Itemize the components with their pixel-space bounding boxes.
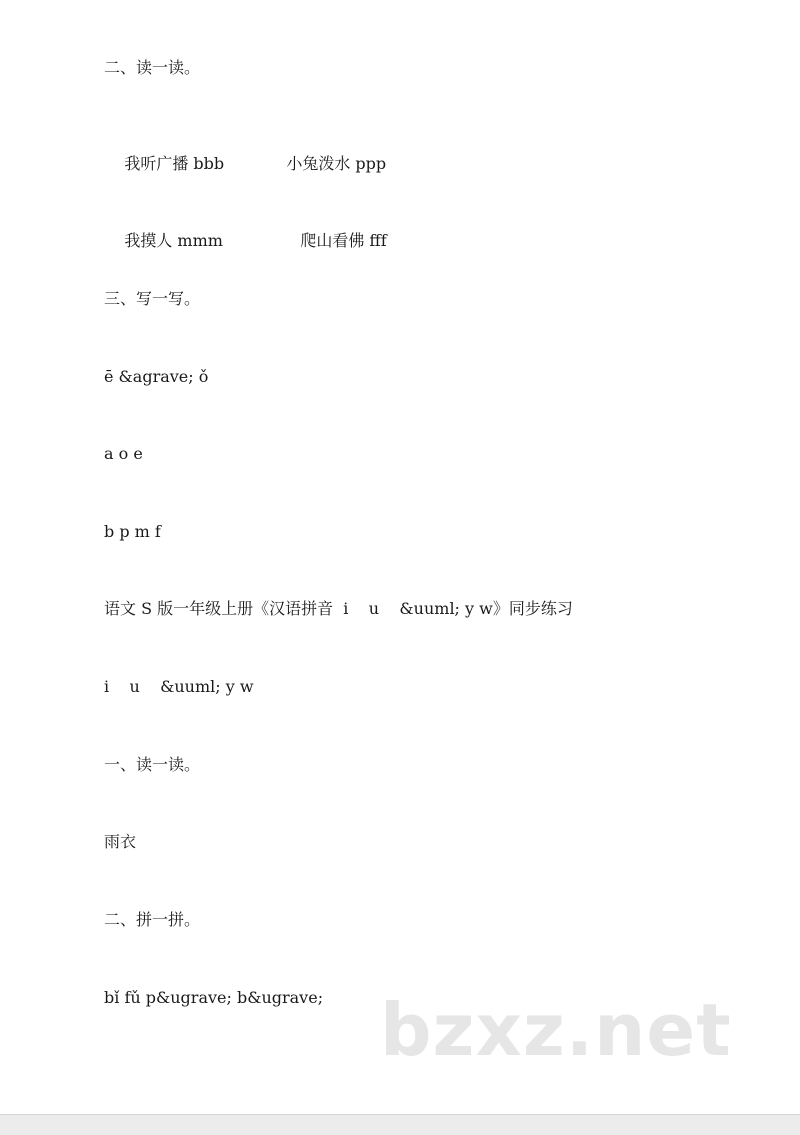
text-line: a o e [104,444,143,463]
page-bottom-edge [0,1114,800,1135]
section-heading-read: 二、读一读。 [104,58,201,77]
text-line [104,211,387,271]
phrase-touch: 我摸人 mmm [124,231,223,250]
phrase-broadcast: 我听广播 bbb [124,154,225,173]
exercise-title: 语文 S 版一年级上册《汉语拼音 i u &uuml; y w》同步练习 [104,599,573,618]
phrase-climb: 爬山看佛 fff [300,231,387,250]
section-heading-spell: 二、拼一拼。 [104,910,201,929]
watermark: bzxz.net [380,988,732,1072]
text-line: b p m f [104,522,161,541]
section-heading-read: 一、读一读。 [104,755,201,774]
text-line: bǐ fǔ p&ugrave; b&ugrave; [104,988,324,1007]
text-line: i u &uuml; y w [104,677,254,696]
text-line: 雨衣 [104,832,137,851]
text-line: ē &agrave; ǒ [104,367,209,386]
phrase-rabbit: 小兔泼水 ppp [286,154,387,173]
text-line [104,134,386,194]
section-heading-write: 三、写一写。 [104,289,201,308]
